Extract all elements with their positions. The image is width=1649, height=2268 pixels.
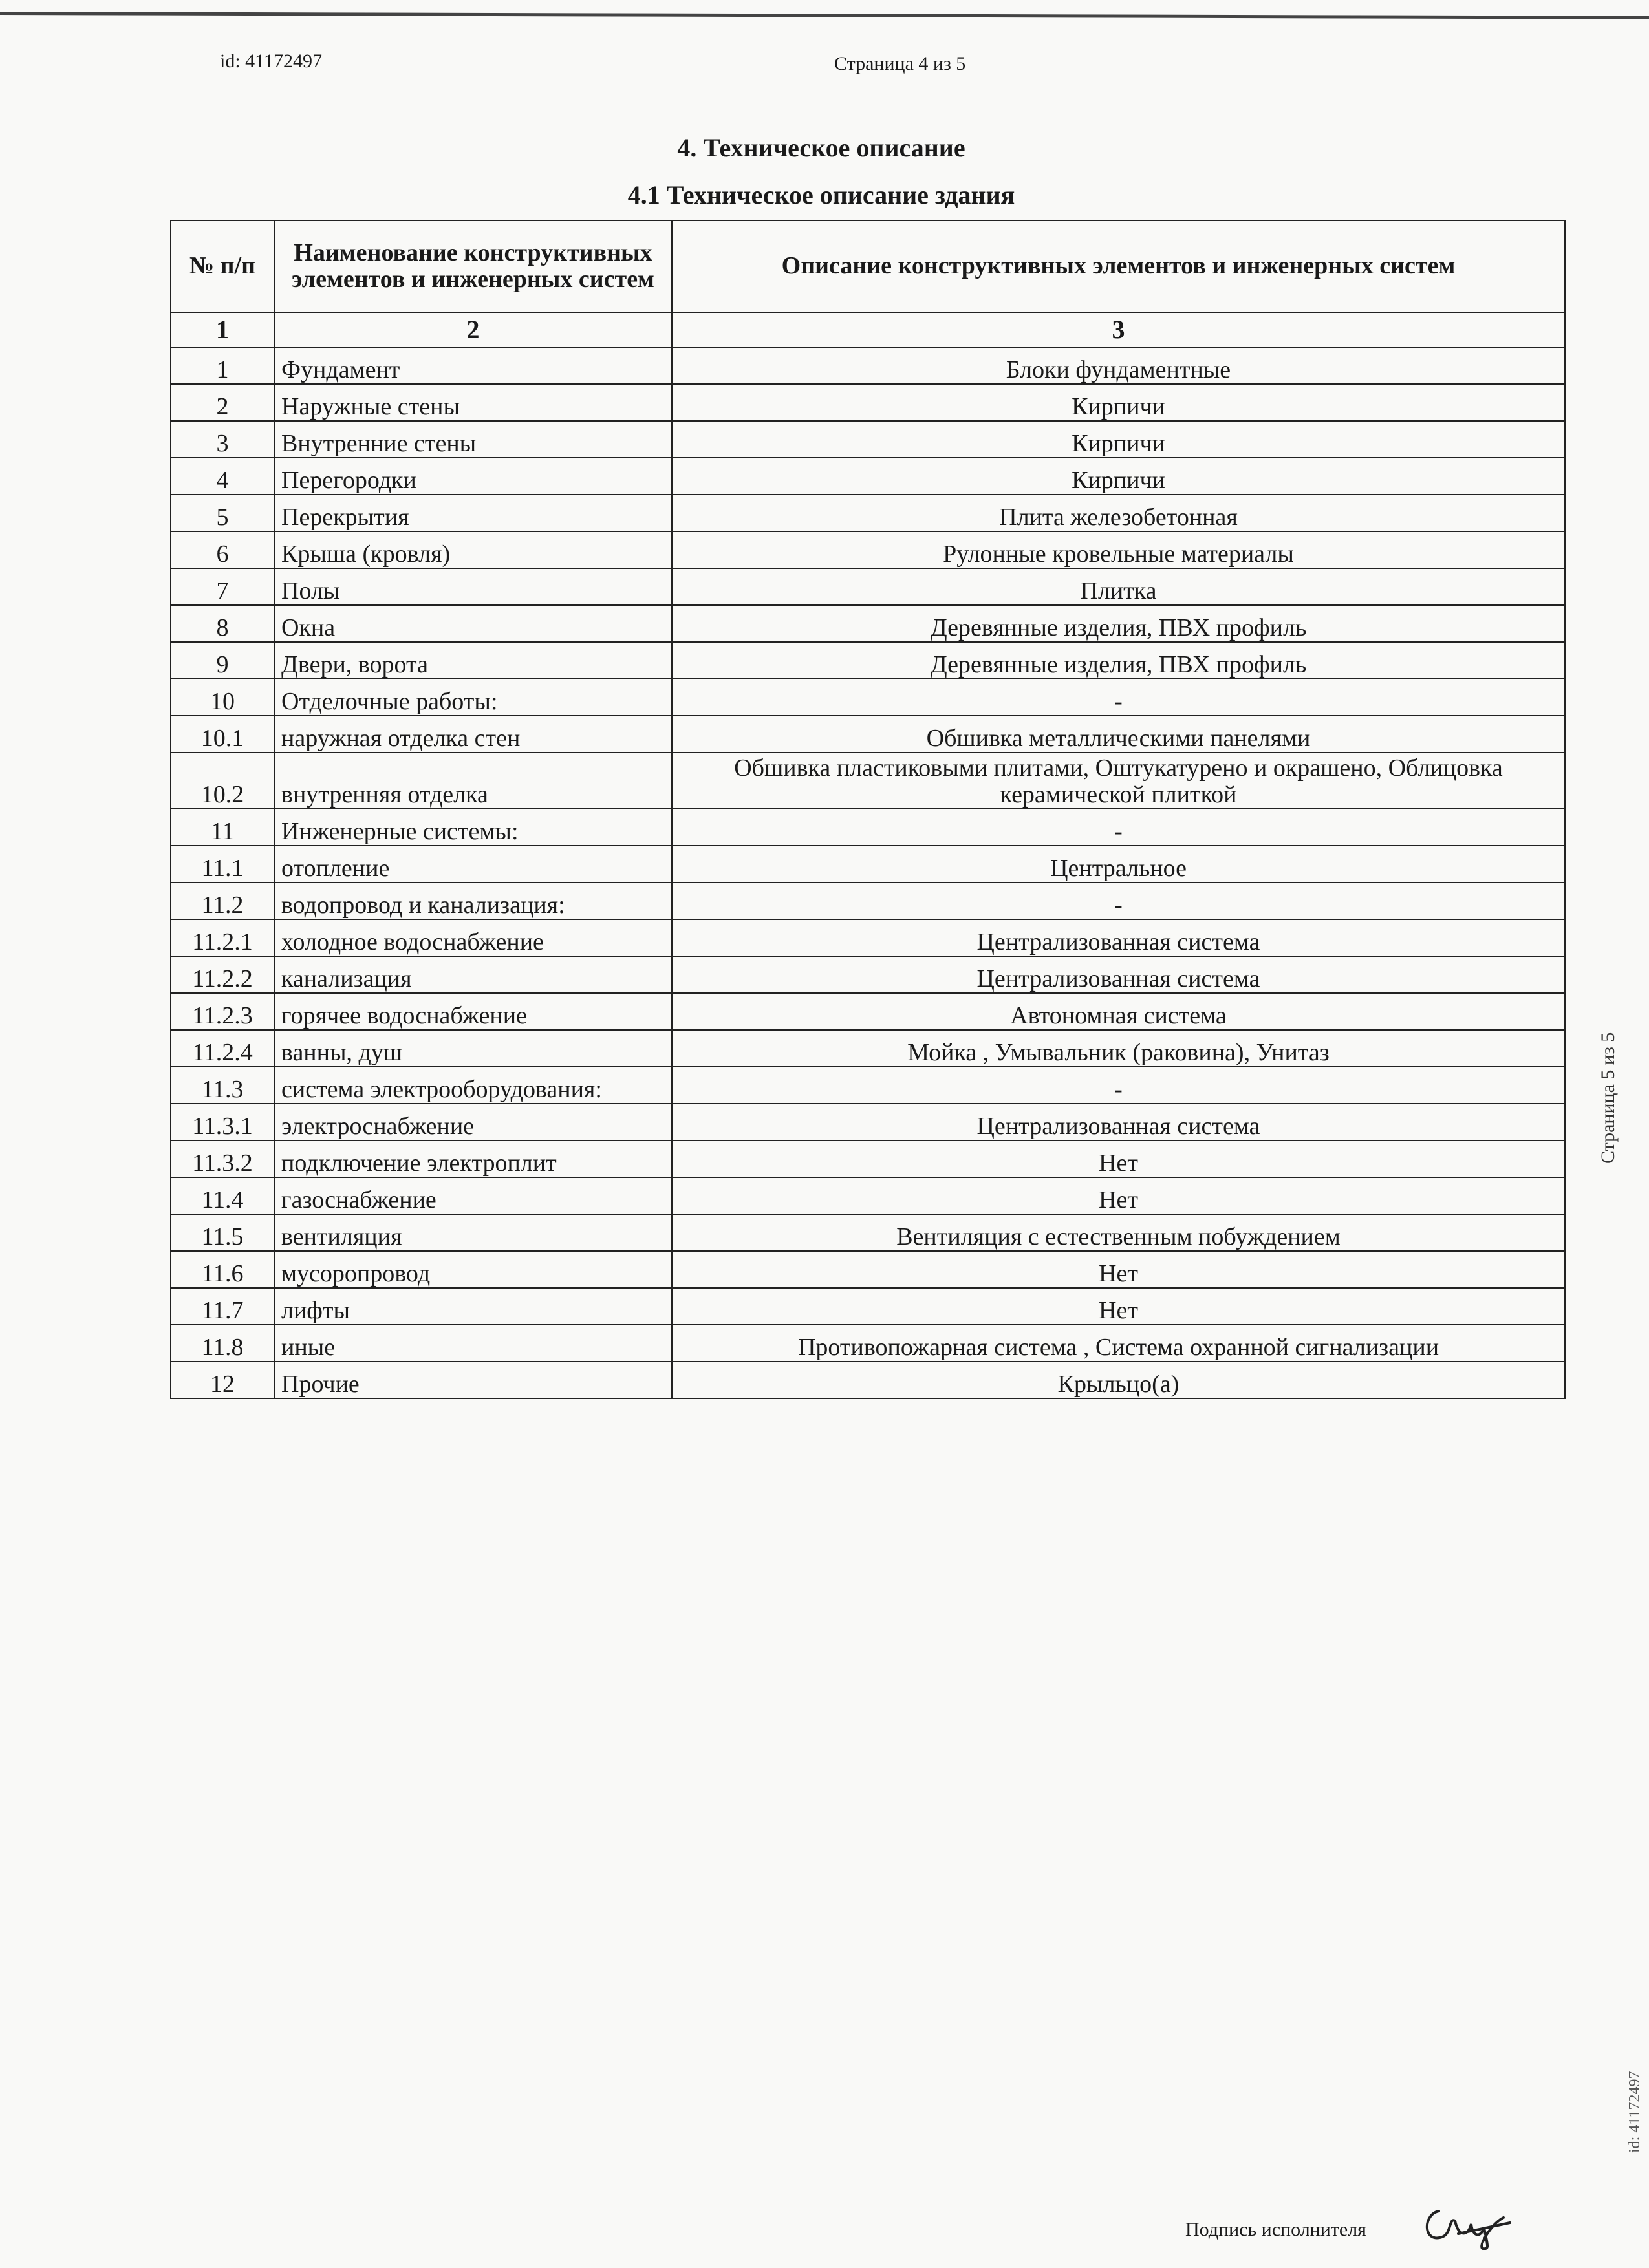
column-numbers-row (171, 312, 1565, 347)
table-row (171, 1362, 1565, 1398)
row-name-cell: Крыша (кровля) (274, 531, 672, 568)
table-row (171, 384, 1565, 421)
table-row (171, 642, 1565, 679)
table-row (171, 568, 1565, 605)
row-description-cell: Нет (672, 1288, 1565, 1325)
row-number-cell: 11.2 (171, 883, 274, 919)
table-row (171, 1104, 1565, 1140)
row-description-cell: Крыльцо(а) (672, 1362, 1565, 1398)
table-row (171, 1251, 1565, 1288)
table-row (171, 883, 1565, 919)
row-name-cell: холодное водоснабжение (274, 919, 672, 956)
table-row (171, 1325, 1565, 1362)
row-name-cell: Внутренние стены (274, 421, 672, 458)
next-page-number: Страница 5 из 5 (1597, 1032, 1619, 1164)
table-row (171, 421, 1565, 458)
row-name-cell: Перегородки (274, 458, 672, 495)
column-number-3: 3 (672, 312, 1565, 347)
row-number-cell: 12 (171, 1362, 274, 1398)
row-number-cell: 11.7 (171, 1288, 274, 1325)
row-name-cell: иные (274, 1325, 672, 1362)
row-number-cell: 11.5 (171, 1214, 274, 1251)
row-description-cell: Вентиляция с естественным побуждением (672, 1214, 1565, 1251)
column-number-1: 1 (171, 312, 274, 347)
table-row (171, 919, 1565, 956)
row-name-cell: отопление (274, 846, 672, 883)
row-number-cell: 6 (171, 531, 274, 568)
signature-label: Подпись исполнителя (1185, 2219, 1366, 2240)
table-row (171, 347, 1565, 384)
table-row (171, 1214, 1565, 1251)
row-number-cell: 2 (171, 384, 274, 421)
row-name-cell: мусоропровод (274, 1251, 672, 1288)
row-name-cell: канализация (274, 956, 672, 993)
row-description-cell: Блоки фундаментные (672, 347, 1565, 384)
row-name-cell: подключение электроплит (274, 1140, 672, 1177)
row-description-cell: Деревянные изделия, ПВХ профиль (672, 642, 1565, 679)
row-name-cell: Наружные стены (274, 384, 672, 421)
row-description-cell: Обшивка пластиковыми плитами, Оштукатурено и окрашено, Облицовка керамической плиткой (672, 753, 1565, 809)
row-number-cell: 11.2.2 (171, 956, 274, 993)
row-number-cell: 8 (171, 605, 274, 642)
table-row (171, 458, 1565, 495)
row-description-cell: Рулонные кровельные материалы (672, 531, 1565, 568)
table-row (171, 753, 1565, 809)
row-description-cell: Деревянные изделия, ПВХ профиль (672, 605, 1565, 642)
row-number-cell: 11.2.4 (171, 1030, 274, 1067)
page-number: Страница 4 из 5 (834, 53, 966, 74)
row-description-cell: Нет (672, 1251, 1565, 1288)
row-description-cell: Централизованная система (672, 1104, 1565, 1140)
next-page-id: id: 41172497 (1626, 2071, 1643, 2153)
table-row (171, 956, 1565, 993)
row-name-cell: лифты (274, 1288, 672, 1325)
row-description-cell: Автономная система (672, 993, 1565, 1030)
table-row (171, 993, 1565, 1030)
row-name-cell: Инженерные системы: (274, 809, 672, 846)
row-number-cell: 3 (171, 421, 274, 458)
table-row (171, 1177, 1565, 1214)
row-description-cell: Централизованная система (672, 919, 1565, 956)
section-title: 4. Техническое описание (677, 133, 965, 162)
table-row (171, 716, 1565, 753)
table-row (171, 809, 1565, 846)
row-description-cell: Обшивка металлическими панелями (672, 716, 1565, 753)
table-row (171, 1030, 1565, 1067)
row-number-cell: 4 (171, 458, 274, 495)
row-name-cell: внутренняя отделка (274, 753, 672, 809)
row-number-cell: 11.2.3 (171, 993, 274, 1030)
subsection-title: 4.1 Техническое описание здания (627, 180, 1015, 209)
header-desc: Описание конструктивных элементов и инженерных систем (672, 220, 1565, 312)
row-description-cell: - (672, 679, 1565, 716)
row-name-cell: Полы (274, 568, 672, 605)
row-number-cell: 9 (171, 642, 274, 679)
table-row (171, 495, 1565, 531)
row-description-cell: Кирпичи (672, 384, 1565, 421)
row-number-cell: 11.8 (171, 1325, 274, 1362)
row-name-cell: Окна (274, 605, 672, 642)
row-number-cell: 11.4 (171, 1177, 274, 1214)
technical-description-table (170, 220, 1566, 1399)
row-name-cell: наружная отделка стен (274, 716, 672, 753)
row-description-cell: Центральное (672, 846, 1565, 883)
row-description-cell: - (672, 883, 1565, 919)
row-description-cell: Нет (672, 1140, 1565, 1177)
row-number-cell: 10 (171, 679, 274, 716)
row-name-cell: электроснабжение (274, 1104, 672, 1140)
row-name-cell: газоснабжение (274, 1177, 672, 1214)
row-number-cell: 10.1 (171, 716, 274, 753)
row-name-cell: система электрооборудования: (274, 1067, 672, 1104)
header-name: Наименование конструктивных элементов и инженерных систем (274, 220, 672, 312)
row-description-cell: - (672, 1067, 1565, 1104)
row-name-cell: Перекрытия (274, 495, 672, 531)
row-number-cell: 10.2 (171, 753, 274, 809)
row-name-cell: Прочие (274, 1362, 672, 1398)
row-description-cell: Кирпичи (672, 421, 1565, 458)
column-number-2: 2 (274, 312, 672, 347)
document-id: id: 41172497 (220, 50, 323, 72)
row-number-cell: 5 (171, 495, 274, 531)
row-name-cell: Фундамент (274, 347, 672, 384)
row-name-cell: Отделочные работы: (274, 679, 672, 716)
row-number-cell: 11.3 (171, 1067, 274, 1104)
row-number-cell: 11.1 (171, 846, 274, 883)
row-name-cell: Двери, ворота (274, 642, 672, 679)
row-description-cell: Централизованная система (672, 956, 1565, 993)
row-number-cell: 1 (171, 347, 274, 384)
row-number-cell: 11 (171, 809, 274, 846)
table-row (171, 846, 1565, 883)
table-row (171, 531, 1565, 568)
table-body (171, 347, 1565, 1398)
row-number-cell: 7 (171, 568, 274, 605)
row-description-cell: Мойка , Умывальник (раковина), Унитаз (672, 1030, 1565, 1067)
row-name-cell: водопровод и канализация: (274, 883, 672, 919)
table-row (171, 605, 1565, 642)
row-name-cell: ванны, душ (274, 1030, 672, 1067)
signature-mark (1419, 2198, 1516, 2250)
row-description-cell: Кирпичи (672, 458, 1565, 495)
row-description-cell: Противопожарная система , Система охранной сигнализации (672, 1325, 1565, 1362)
header-num: № п/п (171, 220, 274, 312)
table-header-row (171, 220, 1565, 312)
row-number-cell: 11.3.1 (171, 1104, 274, 1140)
row-description-cell: Плитка (672, 568, 1565, 605)
row-name-cell: горячее водоснабжение (274, 993, 672, 1030)
top-rule (0, 12, 1649, 19)
row-description-cell: Плита железобетонная (672, 495, 1565, 531)
row-description-cell: - (672, 809, 1565, 846)
table-row (171, 679, 1565, 716)
row-description-cell: Нет (672, 1177, 1565, 1214)
row-number-cell: 11.3.2 (171, 1140, 274, 1177)
row-name-cell: вентиляция (274, 1214, 672, 1251)
table-row (171, 1288, 1565, 1325)
table-row (171, 1140, 1565, 1177)
row-number-cell: 11.6 (171, 1251, 274, 1288)
table-row (171, 1067, 1565, 1104)
row-number-cell: 11.2.1 (171, 919, 274, 956)
